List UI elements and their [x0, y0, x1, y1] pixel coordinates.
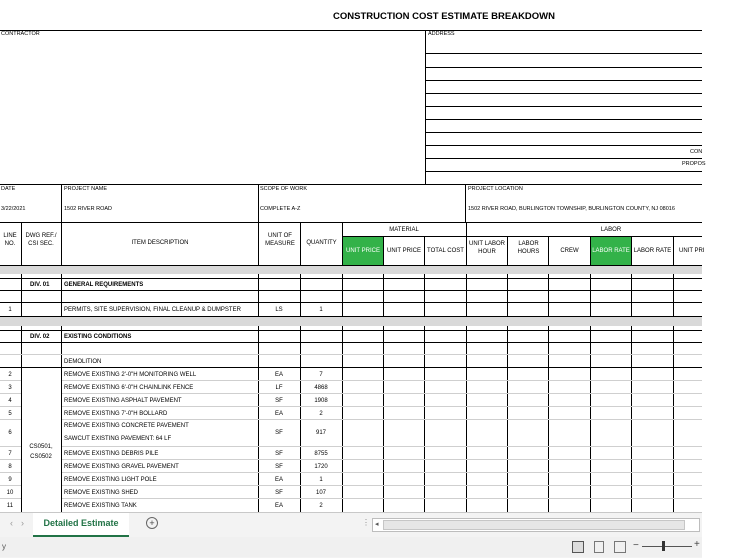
- divider: [62, 472, 702, 473]
- scope-label: SCOPE OF WORK: [260, 186, 308, 192]
- quantity: 1: [319, 477, 323, 483]
- address-line: [426, 80, 702, 81]
- address-line: [426, 119, 702, 120]
- div01-name: GENERAL REQUIREMENTS: [64, 282, 144, 288]
- col-dwg-ref: DWG REF./ CSI SEC.: [25, 233, 57, 247]
- spacer-band: [0, 266, 702, 274]
- zoom-slider[interactable]: [642, 546, 692, 547]
- project-name-value[interactable]: 1502 RIVER ROAD: [64, 206, 112, 212]
- col-unit-price: UNIT PRICE: [387, 248, 421, 254]
- sheet-footer: [0, 512, 702, 558]
- divider: [0, 330, 702, 331]
- unit: SF: [275, 451, 283, 457]
- desc-1[interactable]: PERMITS, SITE SUPERVISION, FINAL CLEANUP & DUMPSTER: [64, 307, 241, 313]
- unit-6[interactable]: SF: [275, 430, 283, 436]
- line-number: 5: [8, 411, 12, 417]
- address-line: [426, 93, 702, 94]
- divider: [0, 485, 21, 486]
- quantity: 2: [319, 411, 323, 417]
- unit: EA: [274, 503, 284, 509]
- divider: [0, 278, 702, 279]
- scroll-left-icon[interactable]: ◂: [375, 521, 379, 528]
- qty-6[interactable]: 917: [315, 430, 327, 436]
- desc-6b[interactable]: SAWCUT EXISTING PAVEMENT: 64 LF: [64, 436, 172, 442]
- desc-6[interactable]: REMOVE EXISTING CONCRETE PAVEMENT: [64, 423, 189, 429]
- divider: [258, 184, 259, 222]
- col-material: MATERIAL: [389, 227, 419, 233]
- unit-1[interactable]: LS: [275, 307, 283, 313]
- divider: [0, 342, 702, 343]
- quantity: 1908: [314, 398, 328, 404]
- col-item-description: ITEM DESCRIPTION: [131, 240, 189, 246]
- zoom-in-icon[interactable]: +: [694, 539, 700, 550]
- divider: [0, 354, 702, 355]
- divider: [62, 406, 702, 407]
- title-divider: [0, 30, 702, 31]
- div02-code: DIV. 02: [30, 334, 50, 340]
- project-location-value[interactable]: 1502 RIVER ROAD, BURLINGTON TOWNSHIP, BURLINGTON COUNTY, NJ 08016: [468, 206, 675, 212]
- address-line: [426, 145, 702, 146]
- unit: SF: [275, 464, 283, 470]
- divider: [62, 419, 702, 420]
- date-label: DATE: [1, 186, 16, 192]
- divider: [62, 380, 702, 381]
- demolition-label: DEMOLITION: [64, 359, 102, 365]
- quantity: 4868: [314, 385, 328, 391]
- address-line: [426, 67, 702, 68]
- divider: [0, 459, 21, 460]
- divider: [0, 367, 702, 368]
- address-line: [426, 132, 702, 133]
- line-number: 2: [8, 372, 12, 378]
- unit: EA: [274, 477, 284, 483]
- divider: [62, 446, 702, 447]
- scrollbar-thumb[interactable]: [383, 520, 685, 530]
- quantity: 7: [319, 372, 323, 378]
- col-labor-hours: LABOR HOURS: [517, 241, 540, 255]
- item-description: REMOVE EXISTING 2'-0"H MONITORING WELL: [64, 372, 197, 378]
- divider: [62, 485, 702, 486]
- col-unit-price-material: UNIT PRICE: [346, 248, 380, 254]
- col-labor-rate: LABOR RATE: [633, 248, 672, 254]
- divider: [0, 472, 21, 473]
- date-value[interactable]: 3/22/2021: [1, 206, 26, 212]
- line-number: 7: [8, 451, 12, 457]
- sheet-title: CONSTRUCTION COST ESTIMATE BREAKDOWN: [333, 11, 556, 22]
- address-line: [426, 106, 702, 107]
- col-labor-rate-highlight: LABOR RATE: [592, 248, 630, 254]
- line-number: 9: [8, 477, 12, 483]
- propos-label: PROPOS: [682, 161, 706, 167]
- divider: [0, 393, 21, 394]
- col-unit-price-labor: UNIT PRI: [679, 248, 705, 254]
- qty-1[interactable]: 1: [319, 307, 323, 313]
- unit: LF: [275, 385, 283, 391]
- col-crew: CREW: [560, 248, 579, 254]
- address-label: ADDRESS: [428, 31, 455, 37]
- contractor-label: CONTRACTOR: [1, 31, 40, 37]
- col-line-no: LINE NO.: [3, 233, 17, 247]
- col-quantity: QUANTITY: [306, 240, 337, 246]
- line-number: 11: [6, 503, 14, 509]
- quantity: 2: [319, 503, 323, 509]
- item-description: REMOVE EXISTING TANK: [64, 503, 137, 509]
- zoom-slider-thumb[interactable]: [662, 541, 665, 551]
- status-text: y: [2, 542, 6, 551]
- address-line: [426, 171, 702, 172]
- div01-code: DIV. 01: [30, 282, 50, 288]
- page-layout-view-icon[interactable]: [594, 541, 604, 553]
- unit: EA: [274, 411, 284, 417]
- normal-view-icon[interactable]: [572, 541, 584, 553]
- item-description: REMOVE EXISTING LIGHT POLE: [64, 477, 157, 483]
- item-description: REMOVE EXISTING 7'-0"H BOLLARD: [64, 411, 168, 417]
- divider: [61, 184, 62, 222]
- divider: [342, 236, 702, 237]
- line-number: 3: [8, 385, 12, 391]
- divider: [0, 184, 702, 185]
- cs-ref[interactable]: CS0501, CS0502: [29, 444, 53, 460]
- project-location-label: PROJECT LOCATION: [468, 186, 523, 192]
- table-row[interactable]: [0, 500, 702, 512]
- item-description: REMOVE EXISTING 6'-0"H CHAINLINK FENCE: [64, 385, 194, 391]
- divider: [0, 290, 702, 291]
- quantity: 8755: [314, 451, 328, 457]
- status-bar: [0, 537, 702, 557]
- tab-nav-right-icon[interactable]: ›: [21, 518, 24, 528]
- div02-name: EXISTING CONDITIONS: [64, 334, 132, 340]
- spacer-band: [0, 317, 702, 326]
- item-description: REMOVE EXISTING ASPHALT PAVEMENT: [64, 398, 182, 404]
- zoom-out-icon[interactable]: −: [633, 540, 639, 551]
- divider: [62, 393, 702, 394]
- unit: SF: [275, 398, 283, 404]
- add-sheet-icon[interactable]: +: [146, 517, 158, 529]
- page-break-view-icon[interactable]: [614, 541, 626, 553]
- address-line: [426, 53, 702, 54]
- divider: [0, 222, 702, 223]
- address-line: [426, 158, 702, 159]
- divider: [465, 184, 466, 222]
- divider: [0, 380, 21, 381]
- line-1: 1: [8, 307, 12, 313]
- horizontal-scrollbar[interactable]: [372, 518, 700, 532]
- con-label: CON: [690, 149, 703, 155]
- divider: [0, 446, 21, 447]
- line-6: 6: [8, 430, 12, 436]
- line-number: 10: [6, 490, 14, 496]
- divider: [0, 302, 702, 303]
- more-options-icon[interactable]: ⋮: [362, 518, 370, 527]
- col-unit-of-measure: UNIT OF MEASURE: [265, 233, 295, 247]
- divider: [62, 498, 702, 499]
- item-description: REMOVE EXISTING DEBRIS PILE: [64, 451, 159, 457]
- col-labor: LABOR: [600, 227, 622, 233]
- col-total-cost: TOTAL COST: [427, 248, 464, 254]
- unit: EA: [274, 372, 284, 378]
- sheet-tab-detailed-estimate[interactable]: Detailed Estimate: [33, 513, 129, 537]
- col-unit-labor-hour: UNIT LABOR HOUR: [469, 241, 505, 255]
- tab-nav-left-icon[interactable]: ‹: [10, 518, 13, 528]
- project-name-label: PROJECT NAME: [64, 186, 107, 192]
- line-number: 4: [8, 398, 12, 404]
- item-description: REMOVE EXISTING SHED: [64, 490, 139, 496]
- item-description: REMOVE EXISTING GRAVEL PAVEMENT: [64, 464, 179, 470]
- divider: [62, 459, 702, 460]
- divider: [0, 498, 21, 499]
- line-number: 8: [8, 464, 12, 470]
- scope-value[interactable]: COMPLETE A-Z: [260, 206, 301, 212]
- quantity: 107: [315, 490, 327, 496]
- divider: [0, 406, 21, 407]
- quantity: 1720: [314, 464, 328, 470]
- unit: SF: [275, 490, 283, 496]
- divider: [0, 419, 21, 420]
